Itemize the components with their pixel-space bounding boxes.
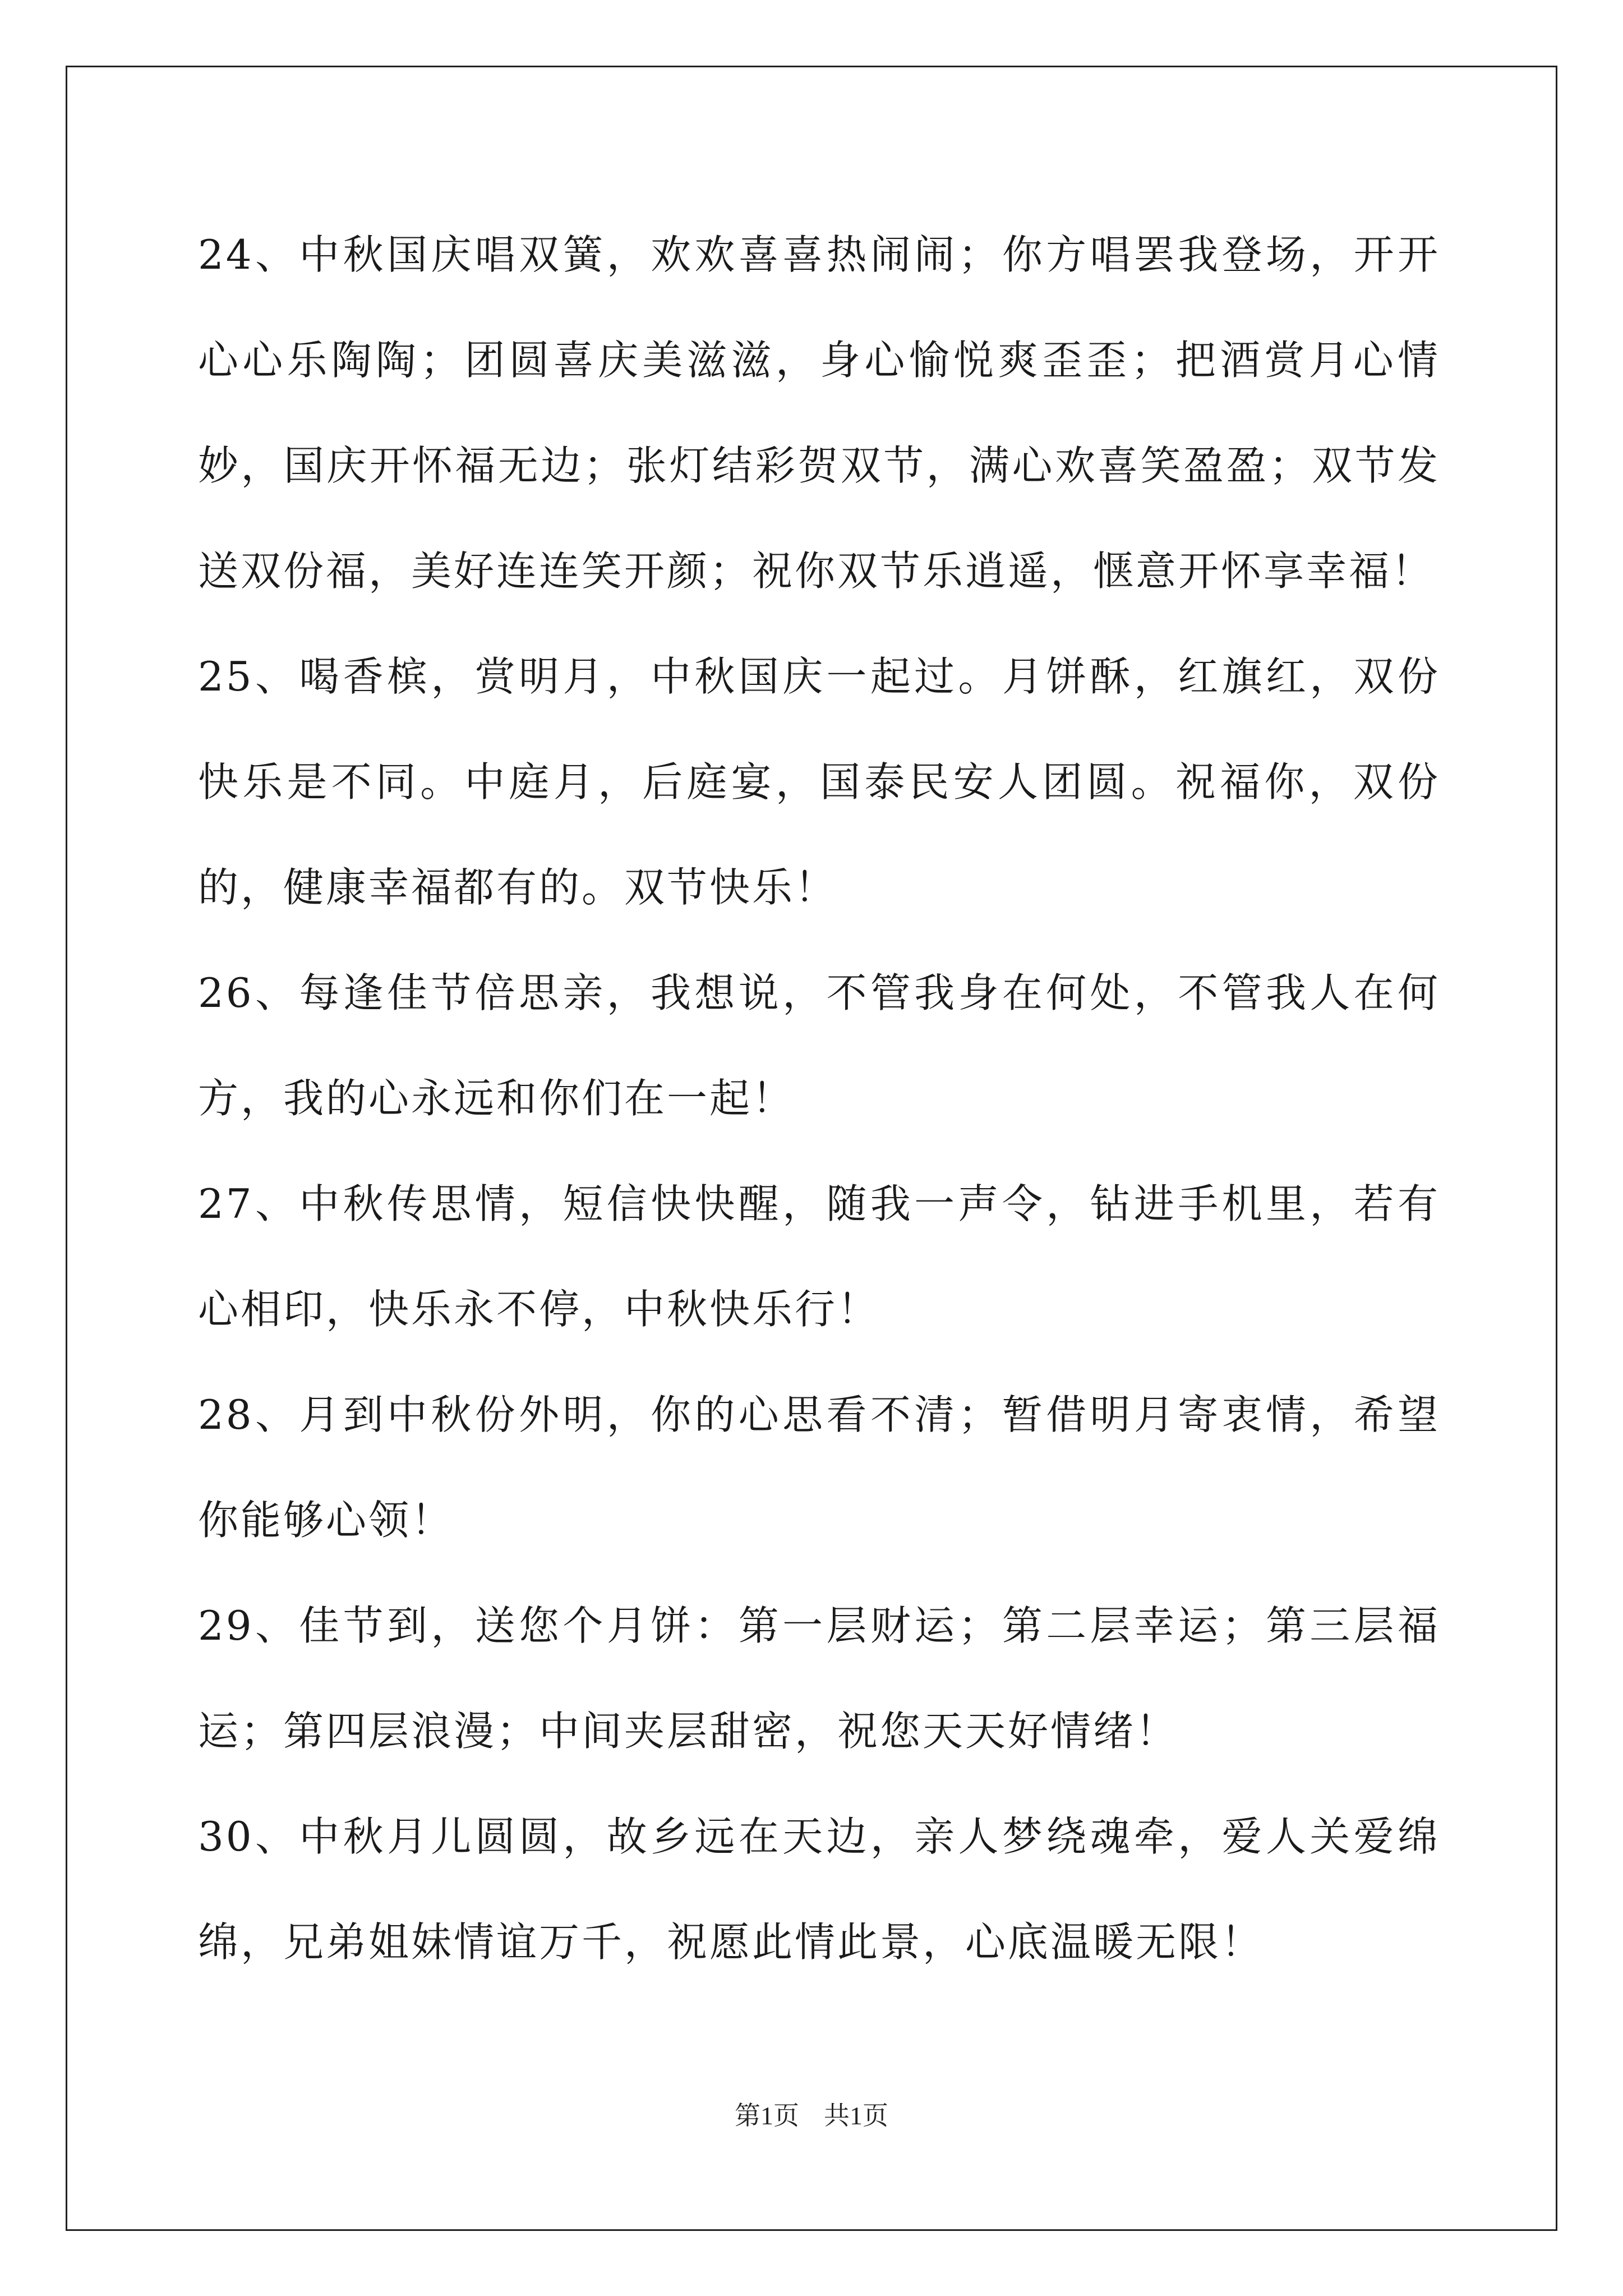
page-number: 第1页 [735, 2101, 799, 2130]
paragraph-24: 24、中秋国庆唱双簧，欢欢喜喜热闹闹；你方唱罢我登场，开开心心乐陶陶；团圆喜庆美滋滋，身心愉悦爽歪歪；把酒赏月心情妙，国庆开怀福无边；张灯结彩贺双节，满心欢喜笑盈盈；双节发送双份福，美好连连笑开颜；祝你双节乐逍遥，惬意开怀享幸福！ [198, 231, 1440, 595]
page-footer [0, 2099, 1623, 2133]
paragraph-27: 27、中秋传思情，短信快快醒，随我一声令，钻进手机里，若有心相印，快乐永不停，中秋快乐行！ [198, 1180, 1440, 1333]
paragraph-30: 30、中秋月儿圆圆，故乡远在天边，亲人梦绕魂牵，爱人关爱绵绵，兄弟姐妹情谊万千，祝愿此情此景，心底温暖无限！ [198, 1813, 1440, 1966]
paragraph-25: 25、喝香槟，赏明月，中秋国庆一起过。月饼酥，红旗红，双份快乐是不同。中庭月，后庭宴，国泰民安人团圆。祝福你，双份的，健康幸福都有的。双节快乐！ [198, 653, 1440, 911]
paragraph-26: 26、每逢佳节倍思亲，我想说，不管我身在何处，不管我人在何方，我的心永远和你们在一起！ [198, 969, 1440, 1122]
document-body [198, 202, 1440, 1995]
paragraph-28: 28、月到中秋份外明，你的心思看不清；暂借明月寄衷情，希望你能够心领！ [198, 1391, 1440, 1544]
page-total: 共1页 [824, 2101, 888, 2130]
paragraph-29: 29、佳节到，送您个月饼：第一层财运；第二层幸运；第三层福运；第四层浪漫；中间夹层甜密，祝您天天好情绪！ [198, 1602, 1440, 1755]
